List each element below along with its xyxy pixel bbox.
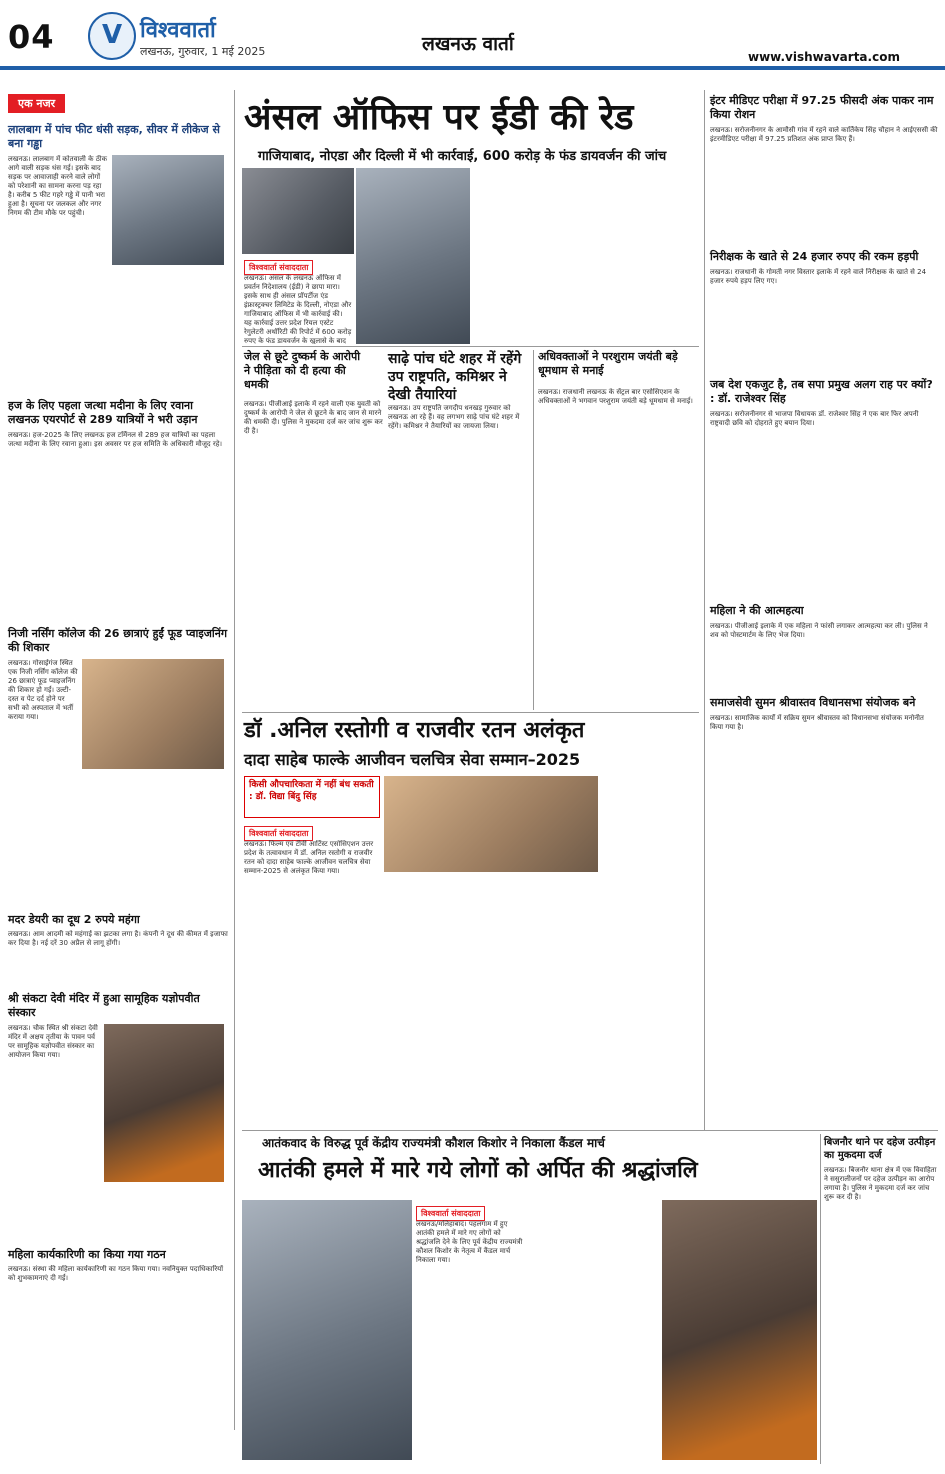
section-rule bbox=[242, 346, 699, 347]
lead-body-continued bbox=[474, 168, 699, 344]
story-body: लखनऊ। उप राष्ट्रपति जगदीप धनखड़ गुरुवार को लखनऊ आ रहे हैं। वह लगभग साढ़े पांच घंटे शहर में रहेंगे। कमिश्नर ने तैयारियों का जायजा लिया। bbox=[388, 404, 520, 430]
masthead-rule bbox=[0, 66, 945, 70]
website-link[interactable]: www.vishwavarta.com bbox=[748, 50, 900, 64]
story-headline: निजी नर्सिंग कॉलेज की 26 छात्राएं हुईं फूड प्वाइजनिंग की शिकार bbox=[8, 627, 228, 654]
candle-march-strap: आतंकवाद के विरुद्ध पूर्व केंद्रीय राज्यमंत्री कौशल किशोर ने निकाला कैंडल मार्च bbox=[262, 1136, 605, 1150]
right-column bbox=[710, 94, 938, 1124]
page-number: 04 bbox=[8, 18, 55, 56]
story-body-continued bbox=[8, 275, 228, 393]
story-body: लखनऊ। संस्था की महिला कार्यकारिणी का गठन किया गया। नवनियुक्त पदाधिकारियों को शुभकामनाएं दी गईं। bbox=[8, 1265, 224, 1282]
award-ceremony-photo bbox=[384, 776, 598, 872]
column-divider bbox=[234, 90, 235, 1430]
story-body-continued bbox=[8, 1184, 228, 1242]
kicker: एक नजर bbox=[8, 94, 65, 113]
section-title: लखनऊ वार्ता bbox=[422, 33, 514, 55]
candle-march-body-continued bbox=[530, 1200, 658, 1460]
story-headline: निरीक्षक के खाते से 24 हजार रुपए की रकम हड़पी bbox=[710, 250, 919, 263]
dateline: लखनऊ, गुरुवार, 1 मई 2025 bbox=[140, 45, 266, 58]
candle-march-headline: आतंकी हमले में मारे गये लोगों को अर्पित की श्रद्धांजलि bbox=[258, 1158, 698, 1183]
story-body: लखनऊ। चौक स्थित श्री संकटा देवी मंदिर में अक्षय तृतीया के पावन पर्व पर सामूहिक यज्ञोपवीत संस्कार का आयोजन किया गया। bbox=[8, 1024, 98, 1059]
award-headline: डॉ .अनिल रस्तोगी व राजवीर रतन अलंकृत bbox=[244, 718, 585, 743]
lead-body: लखनऊ। अंसल के लखनऊ ऑफिस में प्रवर्तन निदेशालय (ईडी) ने छापा मारा। इसके साथ ही अंसल प्रॉपर्टीज एंड इंफ्रास्ट्रक्चर लिमिटेड के दिल्ली, नोएडा और गाजियाबाद ऑफिस में भी कार्रवाई की। यह कार्रवाई उत्तर प्रदेश रियल एस्टेट रेगुलेटरी अथॉरिटी की रिपोर्ट में 600 करोड़ रुपए के फंड डायवर्जन के खुलासे के बाद bbox=[244, 274, 352, 344]
story-body: लखनऊ। राजधानी के गोमती नगर विस्तार इलाके में रहने वाले निरीक्षक के खाते से 24 हजार रुपये हड़प लिए गए। bbox=[710, 268, 927, 285]
story-body: लखनऊ। गोसाईगंज स्थित एक निजी नर्सिंग कॉलेज की 26 छात्राएं फूड प्वाइजनिंग की शिकार हो गईं। उल्टी-दस्त व पेट दर्द होने पर सभी को अस्पताल में भर्ती कराया गया। bbox=[8, 659, 78, 721]
lead-subhead: गाजियाबाद, नोएडा और दिल्ली में भी कार्रवाई, 600 करोड़ के फंड डायवर्जन की जांच bbox=[258, 149, 667, 164]
lead-headline: अंसल ऑफिस पर ईडी की रेड bbox=[244, 97, 634, 138]
story-headline: इंटर मीडिएट परीक्षा में 97.25 फीसदी अंक पाकर नाम किया रोशन bbox=[710, 94, 934, 121]
story-headline: जब देश एकजुट है, तब सपा प्रमुख अलग राह पर क्यों? : डॉ. राजेश्वर सिंह bbox=[710, 378, 933, 405]
candle-march-photo bbox=[662, 1200, 817, 1460]
story-body: लखनऊ। हज-2025 के लिए लखनऊ हज टर्मिनल से 289 हज यात्रियों का पहला जत्था मदीना के लिए रवाना हुआ। इस अवसर पर हज समिति के अधिकारी मौजूद रहे। bbox=[8, 431, 223, 448]
story-body: लखनऊ। सरोजनीनगर से भाजपा विधायक डॉ. राजेश्वर सिंह ने एक बार फिर अपनी राष्ट्रवादी छवि को दोहराते हुए बयान दिया। bbox=[710, 410, 919, 427]
award-subhead: दादा साहेब फाल्के आजीवन चलचित्र सेवा सम्मान–2025 bbox=[244, 750, 581, 769]
story-body: लखनऊ। पीजीआई इलाके में एक महिला ने फांसी लगाकर आत्महत्या कर ली। पुलिस ने शव को पोस्टमार्टम के लिए भेज दिया। bbox=[710, 622, 928, 639]
story-headline: साढ़े पांच घंटे शहर में रहेंगे उप राष्ट्रपति, कमिश्नर ने देखी तैयारियां bbox=[388, 351, 522, 403]
statue-photo bbox=[242, 1200, 412, 1460]
left-column bbox=[8, 92, 228, 1422]
byline: विश्ववार्ता संवाददाता bbox=[416, 1206, 485, 1221]
byline: विश्ववार्ता संवाददाता bbox=[244, 826, 313, 841]
ed-officer-photo bbox=[356, 168, 470, 344]
award-body-continued bbox=[602, 776, 699, 1090]
award-body: लखनऊ। फिल्म एवं टीवी आर्टिस्ट एसोसिएशन उत्तर प्रदेश के तत्वावधान में डॉ. अनिल रस्तोगी व राजवीर रतन को दादा साहेब फाल्के आजीवन चलचित्र सेवा सम्मान-2025 से अलंकृत किया गया। bbox=[244, 840, 374, 875]
story-body: लखनऊ। राजधानी लखनऊ के सेंट्रल बार एसोसिएशन के अधिवक्ताओं ने भगवान परशुराम जयंती बड़े धूमधाम से मनाई। bbox=[538, 388, 693, 405]
story-headline: समाजसेवी सुमन श्रीवास्तव विधानसभा संयोजक बने bbox=[710, 696, 916, 709]
brand-name: विश्ववार्ता bbox=[140, 18, 216, 43]
hospital-photo bbox=[82, 659, 224, 769]
candle-march-body: लखनऊ/मलिहाबाद। पहलगाम में हुए आतंकी हमले में मारे गए लोगों को श्रद्धांजलि देने के लिए पूर्व केंद्रीय राज्यमंत्री कौशल किशोर के नेतृत्व में कैंडल मार्च निकाला गया। bbox=[416, 1220, 523, 1264]
story-body: लखनऊ। बिजनौर थाना क्षेत्र में एक विवाहिता ने ससुरालीजनों पर दहेज उत्पीड़न का आरोप लगाया है। पुलिस ने मुकदमा दर्ज कर जांच शुरू कर दी है। bbox=[824, 1166, 937, 1201]
temple-ceremony-photo bbox=[104, 1024, 224, 1182]
story-body: लखनऊ। सरोजनीनगर के आमौसी गांव में रहने वाले कार्तिकेय सिंह चौहान ने आईएससी की इंटरमीडिएट परीक्षा में 97.25 प्रतिशत अंक प्राप्त किए हैं। bbox=[710, 126, 938, 143]
story-body: लखनऊ। लालबाग में कोतवाली के ठीक आगे वाली सड़क धंस गई। इसके बाद सड़क पर आवाजाही करने वाले लोगों को परेशानी का सामना करना पड़ रहा है। करीब 5 फीट गहरे गड्ढे में पानी भरा हुआ है। सूचना पर जलकल और नगर निगम की टीम मौके पर पहुंची। bbox=[8, 155, 107, 217]
story-body: लखनऊ। आम आदमी को महंगाई का झटका लगा है। कंपनी ने दूध की कीमत में इजाफा कर दिया है। नई दरें 30 अप्रैल से लागू होंगी। bbox=[8, 930, 228, 947]
story-headline: महिला ने की आत्महत्या bbox=[710, 604, 804, 617]
story-headline: हज के लिए पहला जत्था मदीना के लिए रवाना लखनऊ एयरपोर्ट से 289 यात्रियों ने भरी उड़ान bbox=[8, 399, 198, 426]
section-rule bbox=[242, 1130, 938, 1131]
story-headline: बिजनौर थाने पर दहेज उत्पीड़न का मुकदमा दर्ज bbox=[824, 1137, 936, 1161]
column-divider bbox=[704, 90, 705, 1130]
story-headline: लालबाग में पांच फीट धंसी सड़क, सीवर में लीकेज से बना गड्ढा bbox=[8, 123, 220, 150]
story-body: लखनऊ। सामाजिक कार्यों में सक्रिय सुमन श्रीवास्तव को विधानसभा संयोजक मनोनीत किया गया है। bbox=[710, 714, 924, 731]
column-divider bbox=[533, 350, 534, 710]
column-divider bbox=[820, 1134, 821, 1464]
story-body: लखनऊ। पीजीआई इलाके में रहने वाली एक युवती को दुष्कर्म के आरोपी ने जेल से छूटने के बाद जान से मारने की धमकी दी। पुलिस ने मुकदमा दर्ज कर जांच शुरू कर दी है। bbox=[244, 400, 383, 435]
logo-icon: V bbox=[102, 20, 123, 50]
story-headline: श्री संकटा देवी मंदिर में हुआ सामूहिक यज्ञोपवीत संस्कार bbox=[8, 992, 200, 1019]
newspaper-logo bbox=[88, 12, 136, 60]
byline: विश्ववार्ता संवाददाता bbox=[244, 260, 313, 275]
section-rule bbox=[242, 712, 699, 713]
story-body-continued bbox=[8, 789, 228, 907]
story-headline: अधिवक्ताओं ने परशुराम जयंती बड़े धूमधाम से मनाई bbox=[538, 350, 678, 377]
story-headline: जेल से छूटे दुष्कर्म के आरोपी ने पीड़िता को दी हत्या की धमकी bbox=[244, 350, 361, 391]
story-headline: मदर डेयरी का दूध 2 रुपये महंगा bbox=[8, 913, 140, 926]
ed-office-photo bbox=[242, 168, 354, 254]
story-headline: महिला कार्यकारिणी का किया गया गठन bbox=[8, 1248, 166, 1261]
road-cavein-photo bbox=[112, 155, 224, 265]
award-body-continued bbox=[384, 876, 598, 1090]
pull-quote: किसी औपचारिकता में नहीं बंध सकती : डॉ. विद्या बिंदु सिंह bbox=[244, 776, 380, 818]
